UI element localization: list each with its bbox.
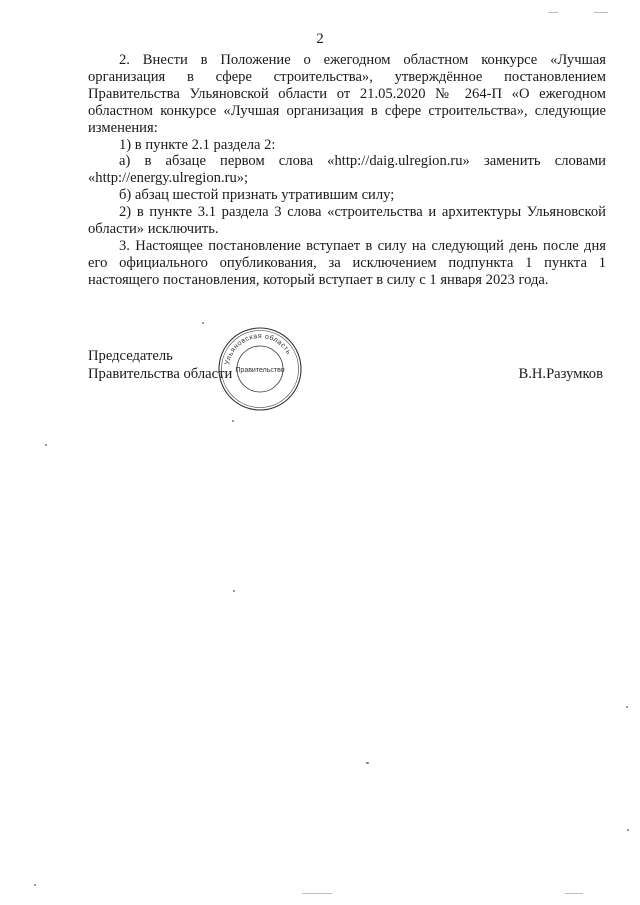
scan-speck xyxy=(232,420,234,422)
page-number: 2 xyxy=(316,31,324,47)
scan-speck xyxy=(366,762,369,764)
scan-speck xyxy=(202,322,204,324)
scan-speck xyxy=(233,590,235,592)
seal-graphic xyxy=(217,326,303,412)
signer-name: В.Н.Разумков xyxy=(518,366,603,382)
scan-speck xyxy=(627,829,629,831)
scan-edge-mark xyxy=(565,893,583,894)
seal-ring-text: Ульяновская область xyxy=(224,332,293,366)
document-body xyxy=(88,52,606,289)
scan-speck xyxy=(34,884,36,886)
official-seal xyxy=(217,326,303,412)
signer-title-line-1: Председатель xyxy=(88,348,173,364)
seal-center-text: Правительство xyxy=(235,367,285,374)
scan-edge-mark xyxy=(302,893,332,894)
scan-speck xyxy=(626,706,628,708)
scan-speck xyxy=(45,444,47,446)
signer-title-line-2: Правительства области xyxy=(88,366,233,382)
paragraph-effective-date: 3. Настоящее постановление вступает в силу на следующий день после дня его официального опубликования, за исключением подпункта 1 пункта 1 настоящего постановления, который вступает в силу с 1 января 2023 года. xyxy=(88,237,606,288)
paragraph-item-1: 1) в пункте 2.1 раздела 2: xyxy=(119,136,276,153)
scan-edge-mark xyxy=(594,12,608,13)
scan-edge-mark xyxy=(548,12,558,13)
paragraph-amendment-intro: 2. Внести в Положение о ежегодном областном конкурсе «Лучшая организация в сфере строительства», утверждённое постановлением Правительства Ульяновской области от 21.05.2020 № 264-П «О ежегодном областном конкурсе «Лучшая организация в сфере строительства», следующие изменения: xyxy=(88,52,606,136)
paragraph-item-1b: б) абзац шестой признать утратившим силу; xyxy=(119,187,395,204)
paragraph-item-2: 2) в пункте 3.1 раздела 3 слова «строительства и архитектуры Ульяновской области» исключить. xyxy=(88,204,606,238)
paragraph-item-1a: а) в абзаце первом слова «http://daig.ulregion.ru» заменить словами «http://energy.ulregion.ru»; xyxy=(88,153,606,187)
